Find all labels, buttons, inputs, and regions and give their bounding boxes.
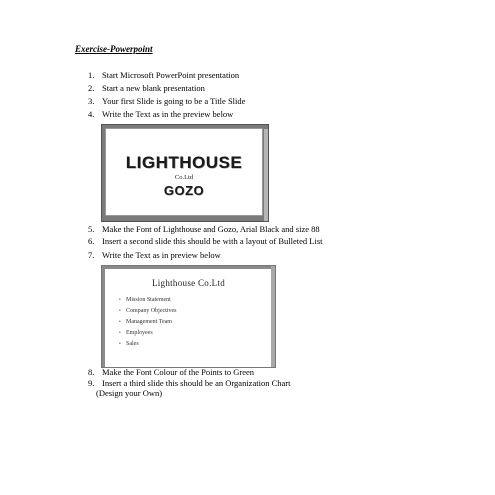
bullet-item xyxy=(119,328,177,339)
step-number: 6. xyxy=(88,236,95,246)
slide-title-text: Lighthouse Co.Ltd xyxy=(151,278,226,288)
step-text: Your first Slide is going to be a Title Slide xyxy=(102,96,246,106)
bullet-item xyxy=(119,306,177,317)
step-2 xyxy=(88,83,205,93)
slide-gozo-text: GOZO xyxy=(163,183,205,198)
step-number: 7. xyxy=(88,250,95,260)
step-text: Make the Font of Lighthouse and Gozo, Arial Black and size 88 xyxy=(102,224,320,234)
document-title: Exercise-Powerpoint xyxy=(75,44,153,54)
step-number: 3. xyxy=(88,96,95,106)
step-9 xyxy=(88,378,290,388)
bullet-icon: • xyxy=(119,342,121,347)
bullet-text: Company Objectives xyxy=(126,308,177,314)
bullet-item xyxy=(119,339,177,350)
step-1 xyxy=(88,70,239,80)
step-text: Start a new blank presentation xyxy=(102,83,205,93)
step-6 xyxy=(88,236,323,246)
slide-title-text: LIGHTHOUSE xyxy=(125,153,243,172)
step-text: Make the Font Colour of the Points to Green xyxy=(102,367,255,377)
step-number: 5. xyxy=(88,224,95,234)
slide-frame-top xyxy=(102,266,275,269)
bullet-text: Sales xyxy=(126,341,139,347)
slide-shadow xyxy=(264,129,268,221)
step-8 xyxy=(88,367,254,377)
bullet-text: Management Team xyxy=(126,319,172,325)
step-text: Write the Text as in the preview below xyxy=(102,109,234,119)
bullet-text: Employees xyxy=(126,330,153,336)
step-number: 1. xyxy=(88,70,95,80)
step-text: Start Microsoft PowerPoint presentation xyxy=(102,70,240,80)
bullet-icon: • xyxy=(119,298,121,303)
bullet-text: Mission Statement xyxy=(126,297,171,303)
step-text: Write the Text as in preview below xyxy=(102,250,221,260)
step-5 xyxy=(88,224,320,234)
step-text: Insert a third slide this should be an Organization Chart xyxy=(102,378,291,388)
step-number: 4. xyxy=(88,109,95,119)
bulleted-slide-preview xyxy=(101,265,276,368)
bullet-icon: • xyxy=(119,309,121,314)
step-number: 9. xyxy=(88,378,95,388)
bullet-icon: • xyxy=(119,320,121,325)
bullet-item xyxy=(119,295,177,306)
slide-canvas xyxy=(105,128,263,216)
bullet-list xyxy=(119,295,177,350)
slide-subtitle-text: Co.Ltd xyxy=(174,174,194,181)
step-9-continuation: (Design your Own) xyxy=(96,388,163,398)
step-text: Insert a second slide this should be with a layout of Bulleted List xyxy=(102,236,323,246)
bullet-icon: • xyxy=(119,331,121,336)
step-4 xyxy=(88,109,233,119)
title-slide-preview xyxy=(101,124,269,222)
bullet-item xyxy=(119,317,177,328)
step-number: 8. xyxy=(88,367,95,377)
step-number: 2. xyxy=(88,83,95,93)
step-3 xyxy=(88,96,245,106)
step-7 xyxy=(88,250,221,260)
